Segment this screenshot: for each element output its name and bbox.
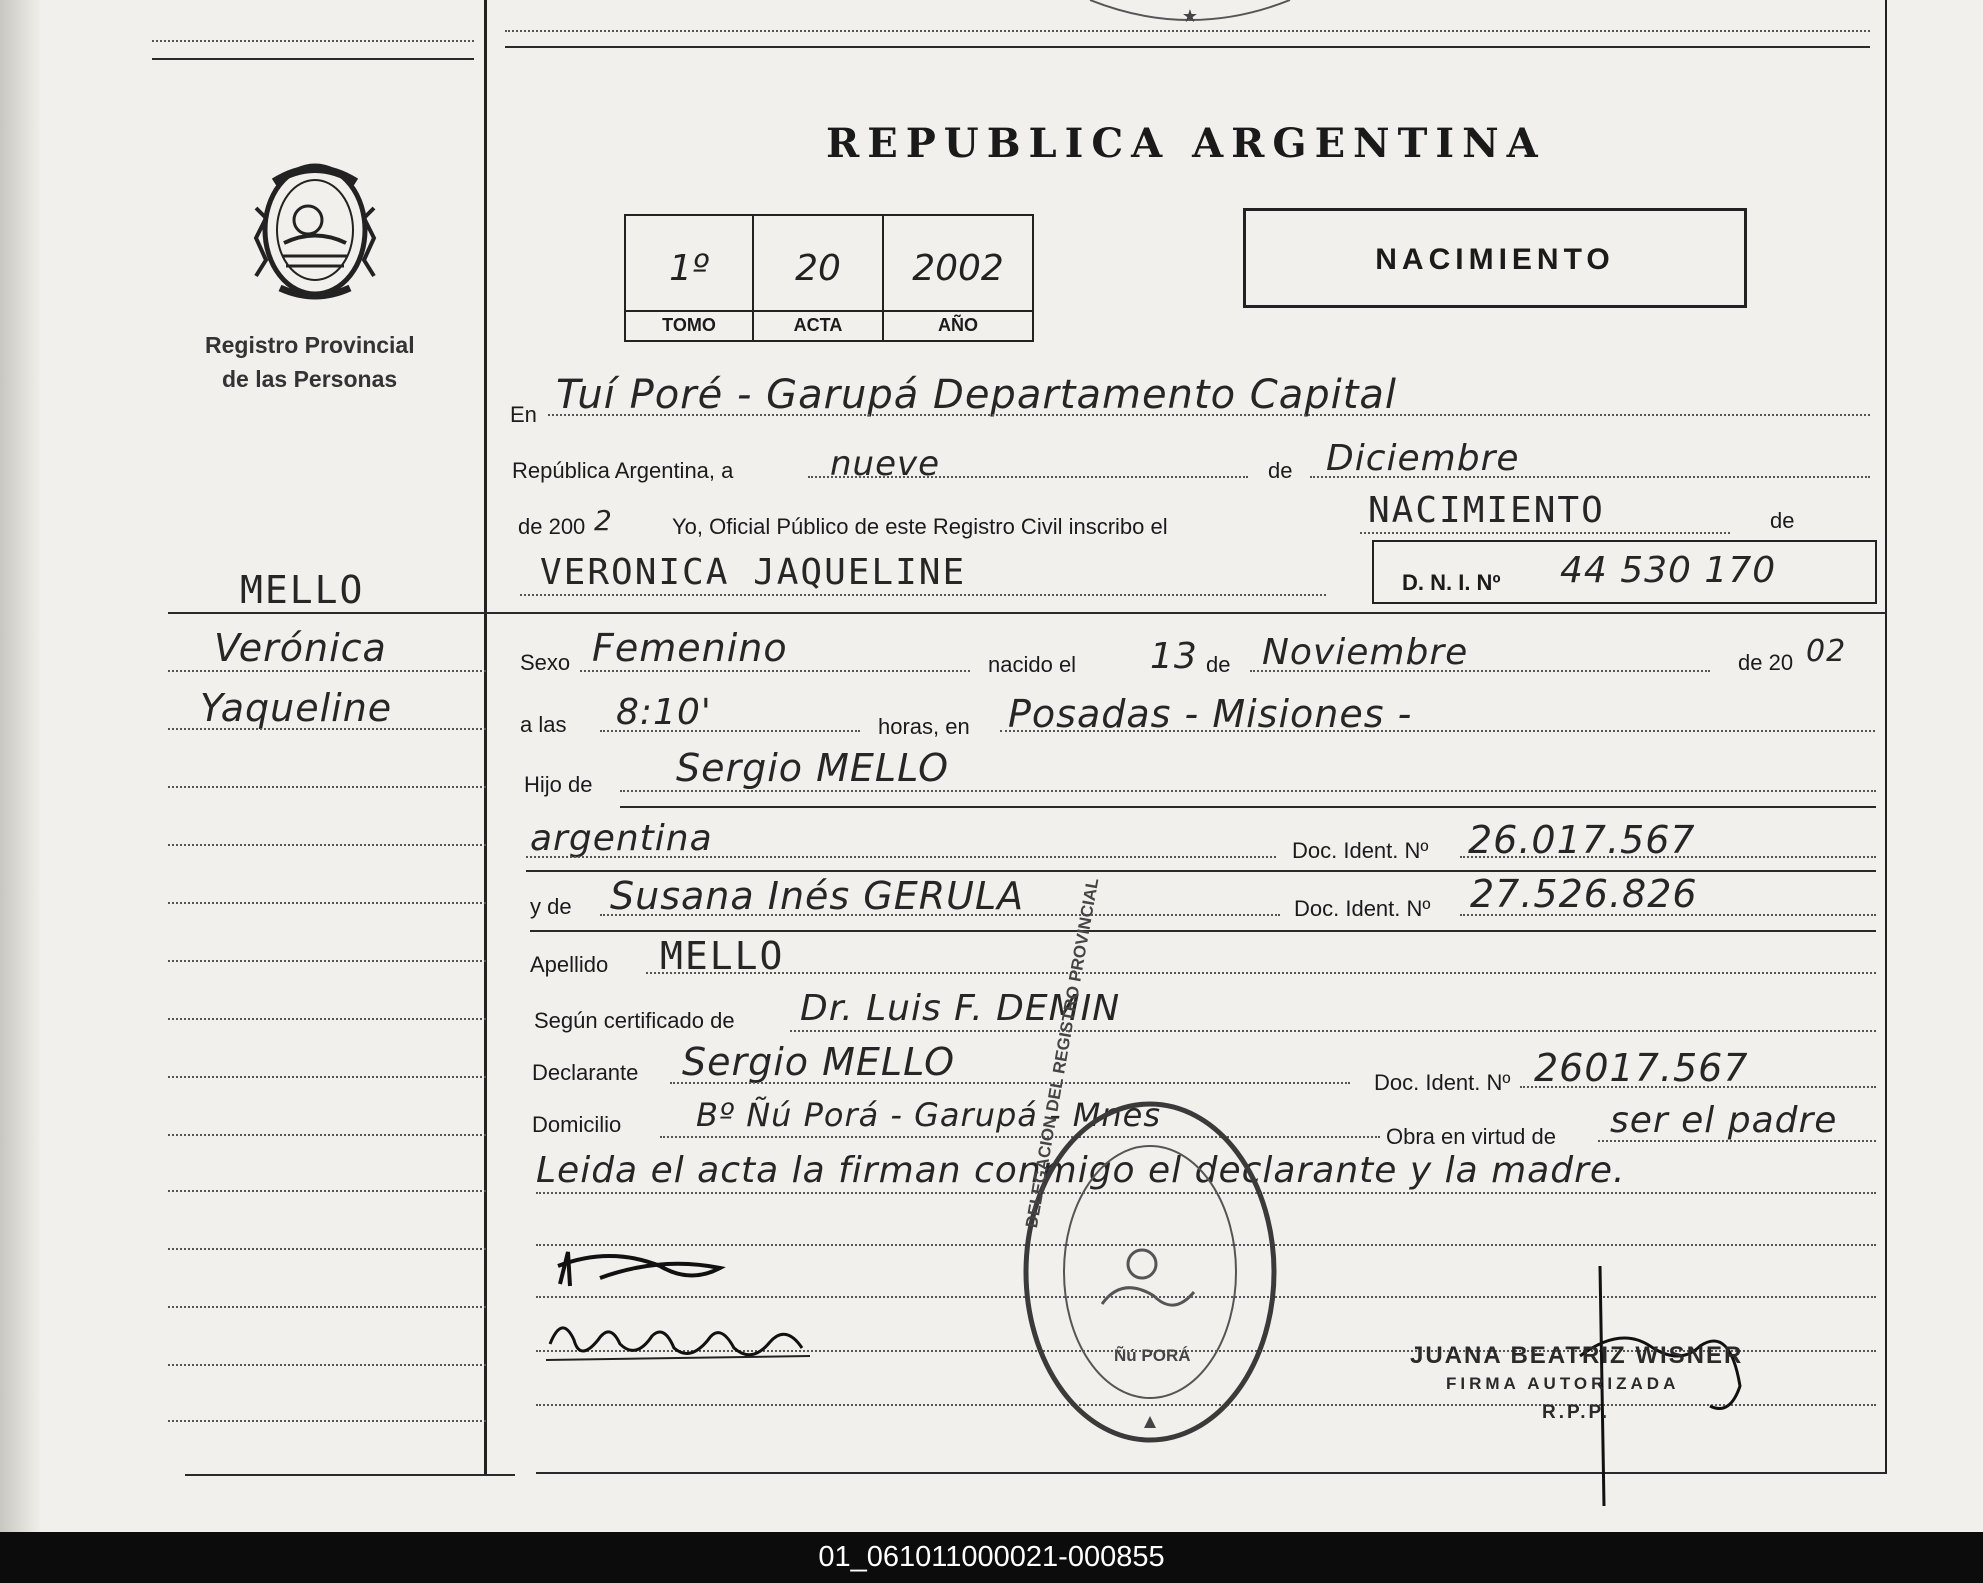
previous-stamp-fragment [1080, 0, 1300, 30]
value-apellido: MELLO [660, 934, 785, 978]
row5-dots-b [1250, 670, 1710, 672]
label-obra-en-virtud: Obra en virtud de [1386, 1124, 1556, 1149]
row13-dots-b [1598, 1140, 1876, 1142]
label-declarante: Declarante [532, 1060, 639, 1085]
margin-surname: MELLO [240, 568, 365, 612]
tomo-cell [626, 216, 754, 340]
top-rule-right [505, 46, 1870, 48]
margin-dots-6 [168, 960, 486, 962]
value-hora: 8:10' [616, 692, 712, 733]
anio-cell [884, 216, 1032, 340]
dni-box [1372, 540, 1877, 604]
margin-dots-7 [168, 1018, 486, 1020]
label-de-after: de [1770, 508, 1795, 533]
value-dia: nueve [830, 444, 941, 484]
row8-dots-b [1460, 856, 1876, 858]
margin-name-1: Verónica [214, 626, 387, 670]
label-apellido: Apellido [530, 952, 609, 977]
value-dia-nac: 13 [1150, 636, 1198, 677]
binding-shadow [0, 0, 40, 1532]
label-hijo-de: Hijo de [524, 772, 593, 797]
tomo-value: 1º [669, 248, 709, 289]
row2-dots-b [1310, 476, 1870, 478]
act-type-box [1243, 208, 1747, 308]
act-type-label: NACIMIENTO [1375, 243, 1615, 276]
label-de-200: de 200 [518, 514, 586, 539]
margin-dots-3 [168, 786, 486, 788]
acta-value: 20 [795, 248, 841, 289]
value-anio-digit: 2 [594, 504, 613, 537]
anio-label: AÑO [938, 315, 978, 335]
row9-rule [530, 930, 1876, 932]
margin-dots-14 [168, 1420, 486, 1422]
row10-dots [646, 972, 1876, 974]
row6-dots-a [600, 730, 860, 732]
label-y-de: y de [530, 894, 572, 919]
label-domicilio: Domicilio [532, 1112, 622, 1137]
section-rule [484, 612, 1886, 614]
margin-name-2: Yaqueline [200, 686, 393, 730]
value-mes-nac: Noviembre [1262, 632, 1469, 673]
value-anio-nac: 02 [1806, 634, 1847, 669]
svg-text:★: ★ [1181, 6, 1199, 27]
value-tipo: NACIMIENTO [1368, 490, 1605, 531]
row9-dots-b [1460, 914, 1876, 916]
margin-dots-1 [168, 670, 486, 672]
margin-bottom-rule [185, 1474, 515, 1476]
value-doc-declarante: 26017.567 [1534, 1046, 1749, 1090]
anio-value: 2002 [912, 248, 1004, 289]
label-yo-oficial: Yo, Oficial Público de este Registro Civil inscribo el [672, 514, 1168, 539]
value-obra: ser el padre [1610, 1100, 1838, 1141]
label-de-nac: de [1206, 652, 1231, 677]
margin-dots-13 [168, 1364, 486, 1366]
officer-role: FIRMA AUTORIZADA [1446, 1374, 1680, 1393]
top-dotted-rule-right [505, 30, 1870, 32]
label-de-mes: de [1268, 458, 1293, 483]
row4-dots [520, 594, 1326, 596]
top-dotted-rule [152, 40, 474, 42]
row8-dots-a [526, 856, 1276, 858]
label-de-20: de 20 [1738, 650, 1794, 675]
row12-dots-a [670, 1082, 1350, 1084]
margin-dots-5 [168, 902, 486, 904]
margin-dots-4 [168, 844, 486, 846]
tomo-label: TOMO [662, 315, 716, 335]
label-en: En [510, 402, 537, 427]
margin-divider [484, 0, 487, 1474]
row6-dots-b [1000, 730, 1875, 732]
document-title: REPUBLICA ARGENTINA [826, 120, 1546, 167]
value-dni: 44 530 170 [1560, 550, 1777, 591]
reference-table [624, 214, 1034, 342]
margin-dots-9 [168, 1134, 486, 1136]
table-caption-divider [626, 310, 1032, 312]
registry-name-line2: de las Personas [222, 366, 398, 392]
value-lugar: Tuí Poré - Garupá Departamento Capital [556, 372, 1398, 418]
stamp-text-top: DELEGACION DEL REGISTRO PROVINCIAL [1022, 876, 1103, 1230]
value-doc-madre: 27.526.826 [1470, 872, 1698, 916]
value-leida-acta: Leida el acta la firman conmigo el declarante y la madre. [536, 1150, 1626, 1191]
registry-name-line1: Registro Provincial [205, 332, 415, 358]
label-doc-ident-2: Doc. Ident. Nº [1294, 896, 1431, 921]
value-domicilio: Bº Ñú Porá - Garupá - Mnes [696, 1096, 1162, 1134]
row9-dots-a [600, 914, 1280, 916]
top-rule-left [152, 58, 474, 60]
value-sexo: Femenino [592, 626, 788, 670]
margin-rule-1 [168, 612, 486, 614]
margin-dots-8 [168, 1076, 486, 1078]
officer-office: R.P.P. [1542, 1402, 1611, 1423]
label-horas-en: horas, en [878, 714, 970, 739]
value-mes: Diciembre [1326, 438, 1520, 479]
value-nombre: VERONICA JAQUELINE [540, 552, 967, 593]
stamp-text-bottom: Ñú PORÁ [1114, 1346, 1191, 1365]
margin-dots-12 [168, 1306, 486, 1308]
row11-dots [790, 1030, 1876, 1032]
value-lugar-nac: Posadas - Misiones - [1008, 692, 1413, 736]
label-segun-certificado: Según certificado de [534, 1008, 735, 1033]
margin-dots-11 [168, 1248, 486, 1250]
value-madre: Susana Inés GERULA [610, 874, 1025, 918]
row5-dots-a [580, 670, 970, 672]
value-certificado: Dr. Luis F. DEMIN [800, 988, 1121, 1029]
label-a-las: a las [520, 712, 567, 737]
label-republica: República Argentina, a [512, 458, 734, 483]
value-nacionalidad: argentina [530, 818, 713, 859]
signature-mother-father-icon [540, 1244, 840, 1374]
acta-cell [754, 216, 884, 340]
row2-dots-a [808, 476, 1248, 478]
label-doc-ident-1: Doc. Ident. Nº [1292, 838, 1429, 863]
label-sexo: Sexo [520, 650, 571, 675]
row7-dots [620, 790, 1876, 792]
row7-rule [620, 806, 1876, 808]
official-stamp [1018, 876, 1282, 1448]
stamp-ring-icon [1018, 1096, 1282, 1448]
acta-label: ACTA [793, 315, 843, 335]
margin-dots-10 [168, 1190, 486, 1192]
row12-dots-b [1520, 1086, 1876, 1088]
label-nacido: nacido el [988, 652, 1077, 677]
label-doc-ident-3: Doc. Ident. Nº [1374, 1070, 1511, 1095]
image-caption: 01_061011000021-000855 [0, 1532, 1983, 1583]
row3-dots [1360, 532, 1730, 534]
margin-dots-2 [168, 728, 486, 730]
value-padre: Sergio MELLO [676, 746, 950, 790]
value-declarante: Sergio MELLO [682, 1040, 956, 1084]
misiones-emblem-icon [244, 148, 386, 308]
officer-name: JUANA BEATRIZ WISNER [1410, 1342, 1744, 1369]
right-frame [1885, 0, 1887, 1474]
label-dni: D. N. I. Nº [1402, 570, 1501, 595]
row1-dots [548, 414, 1870, 416]
value-doc-padre: 26.017.567 [1468, 818, 1696, 862]
